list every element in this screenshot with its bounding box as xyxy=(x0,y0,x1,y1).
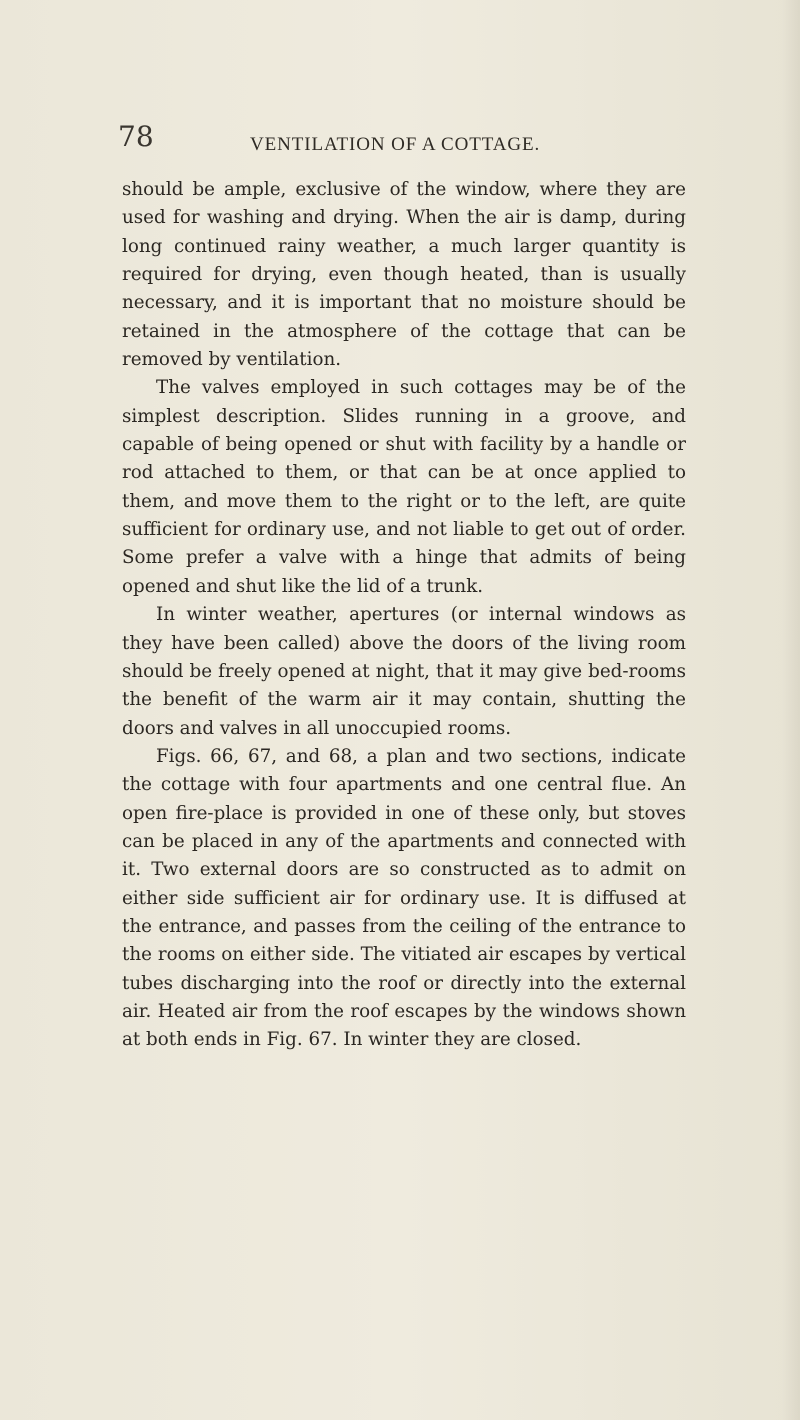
page-number: 78 xyxy=(118,120,154,153)
paragraph-4: Figs. 66, 67, and 68, a plan and two sections, indicate the cottage with four apartments and one central flue. An open fire-place is provided in one of these only, but stoves can be placed in any of the apartments and connected with it. Two external doors are so constructed as to admit on either side sufficient air for ordinary use. It is diffused at the entrance, and passes from the ceiling of the entrance to the rooms on either side. The vitiated air escapes by vertical tubes discharging into the roof or directly into the external air. Heated air from the roof escapes by the windows shown at both ends in Fig. 67. In winter they are closed. xyxy=(122,745,686,1051)
page-edge-shadow xyxy=(782,0,800,1420)
paragraph-2: The valves employed in such cottages may be of the simplest description. Slides running in a groove, and capable of being opened or shut with facility by a handle or rod attached to them, or that can be at once applied to them, and move them to the right or to the left, are quite sufficient for ordinary use, and not liable to get out of order. Some prefer a valve with a hinge that admits of being opened and shut like the lid of a trunk. xyxy=(122,377,686,597)
running-head xyxy=(118,120,678,160)
body-text xyxy=(122,176,686,1055)
running-title: VENTILATION OF A COTTAGE. xyxy=(250,134,541,155)
paragraph-1: should be ample, exclusive of the window, where they are used for washing and drying. When the air is damp, during long continued rainy weather, a much larger quantity is required for drying, even though heated, than is usually necessary, and it is important that no moisture should be retained in the atmosphere of the cottage that can be removed by ventilation. xyxy=(122,179,686,371)
paragraph-3: In winter weather, apertures (or internal windows as they have been called) above the doors of the living room should be freely opened at night, that it may give bed-rooms the benefit of the warm air it may contain, shutting the doors and valves in all unoccupied rooms. xyxy=(122,604,686,739)
